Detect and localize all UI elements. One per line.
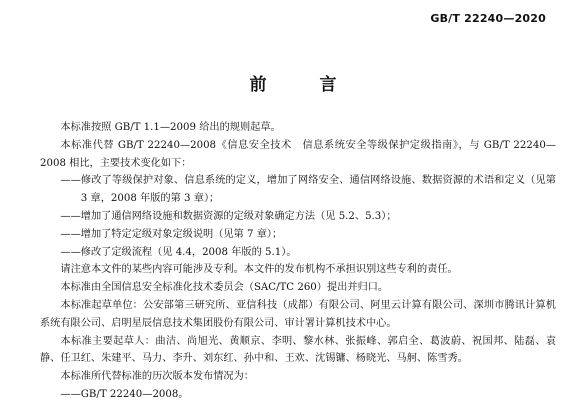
paragraph-history-intro: 本标准所代替标准的历次版本发布情况为： xyxy=(60,371,254,383)
paragraph-replacement: 本标准代替 GB/T 22240—2008《信息安全技术 信息系统安全等级保护定级指南》，与 GB/T 22240—2008 相比，主要技术变化如下： xyxy=(40,139,556,169)
paragraph-drafting-rules: 本标准按照 GB/T 1.1—2009 给出的规则起草。 xyxy=(60,122,281,133)
list-item-history-version: ——GB/T 22240—2008。 xyxy=(60,388,189,400)
page-title: 前 言 xyxy=(249,75,355,95)
list-item-change-specific-objects: ——增加了特定定级对象定级说明（见第 7 章）； xyxy=(60,228,283,240)
standard-code: GB/T 22240—2020 xyxy=(430,12,546,25)
list-item-change-definitions: ——修改了等级保护对象、信息系统的定义，增加了网络安全、通信网络设施、数据资源的术语和定义（见第 3 章，2008 年版的第 3 章）； xyxy=(60,175,556,205)
document-body xyxy=(40,119,556,404)
paragraph-drafters: 本标准主要起草人：曲洁、尚旭光、黄顺京、李明、黎水林、张振峰、郭启全、葛波蔚、祝国邦、陆磊、袁静、任卫红、朱建平、马力、李升、刘东红、孙中和、王欢、沈锡镛、杨晓光、马舸、陈雪秀。 xyxy=(40,335,556,365)
paragraph-drafting-units: 本标准起草单位：公安部第三研究所、亚信科技（成都）有限公司、阿里云计算有限公司、深圳市腾讯计算机系统有限公司、启明星辰信息技术集团股份有限公司、审计署计算机技术中心。 xyxy=(40,299,556,329)
paragraph-proposer: 本标准由全国信息安全标准化技术委员会（SAC/TC 260）提出并归口。 xyxy=(60,282,389,294)
list-item-change-methods: ——增加了通信网络设施和数据资源的定级对象确定方法（见 5.2、5.3）； xyxy=(60,210,397,222)
paragraph-patent-notice: 请注意本文件的某些内容可能涉及专利。本文件的发布机构不承担识别这些专利的责任。 xyxy=(60,264,458,276)
list-item-change-process: ——修改了定级流程（见 4.4，2008 年版的 5.1）。 xyxy=(60,246,297,258)
